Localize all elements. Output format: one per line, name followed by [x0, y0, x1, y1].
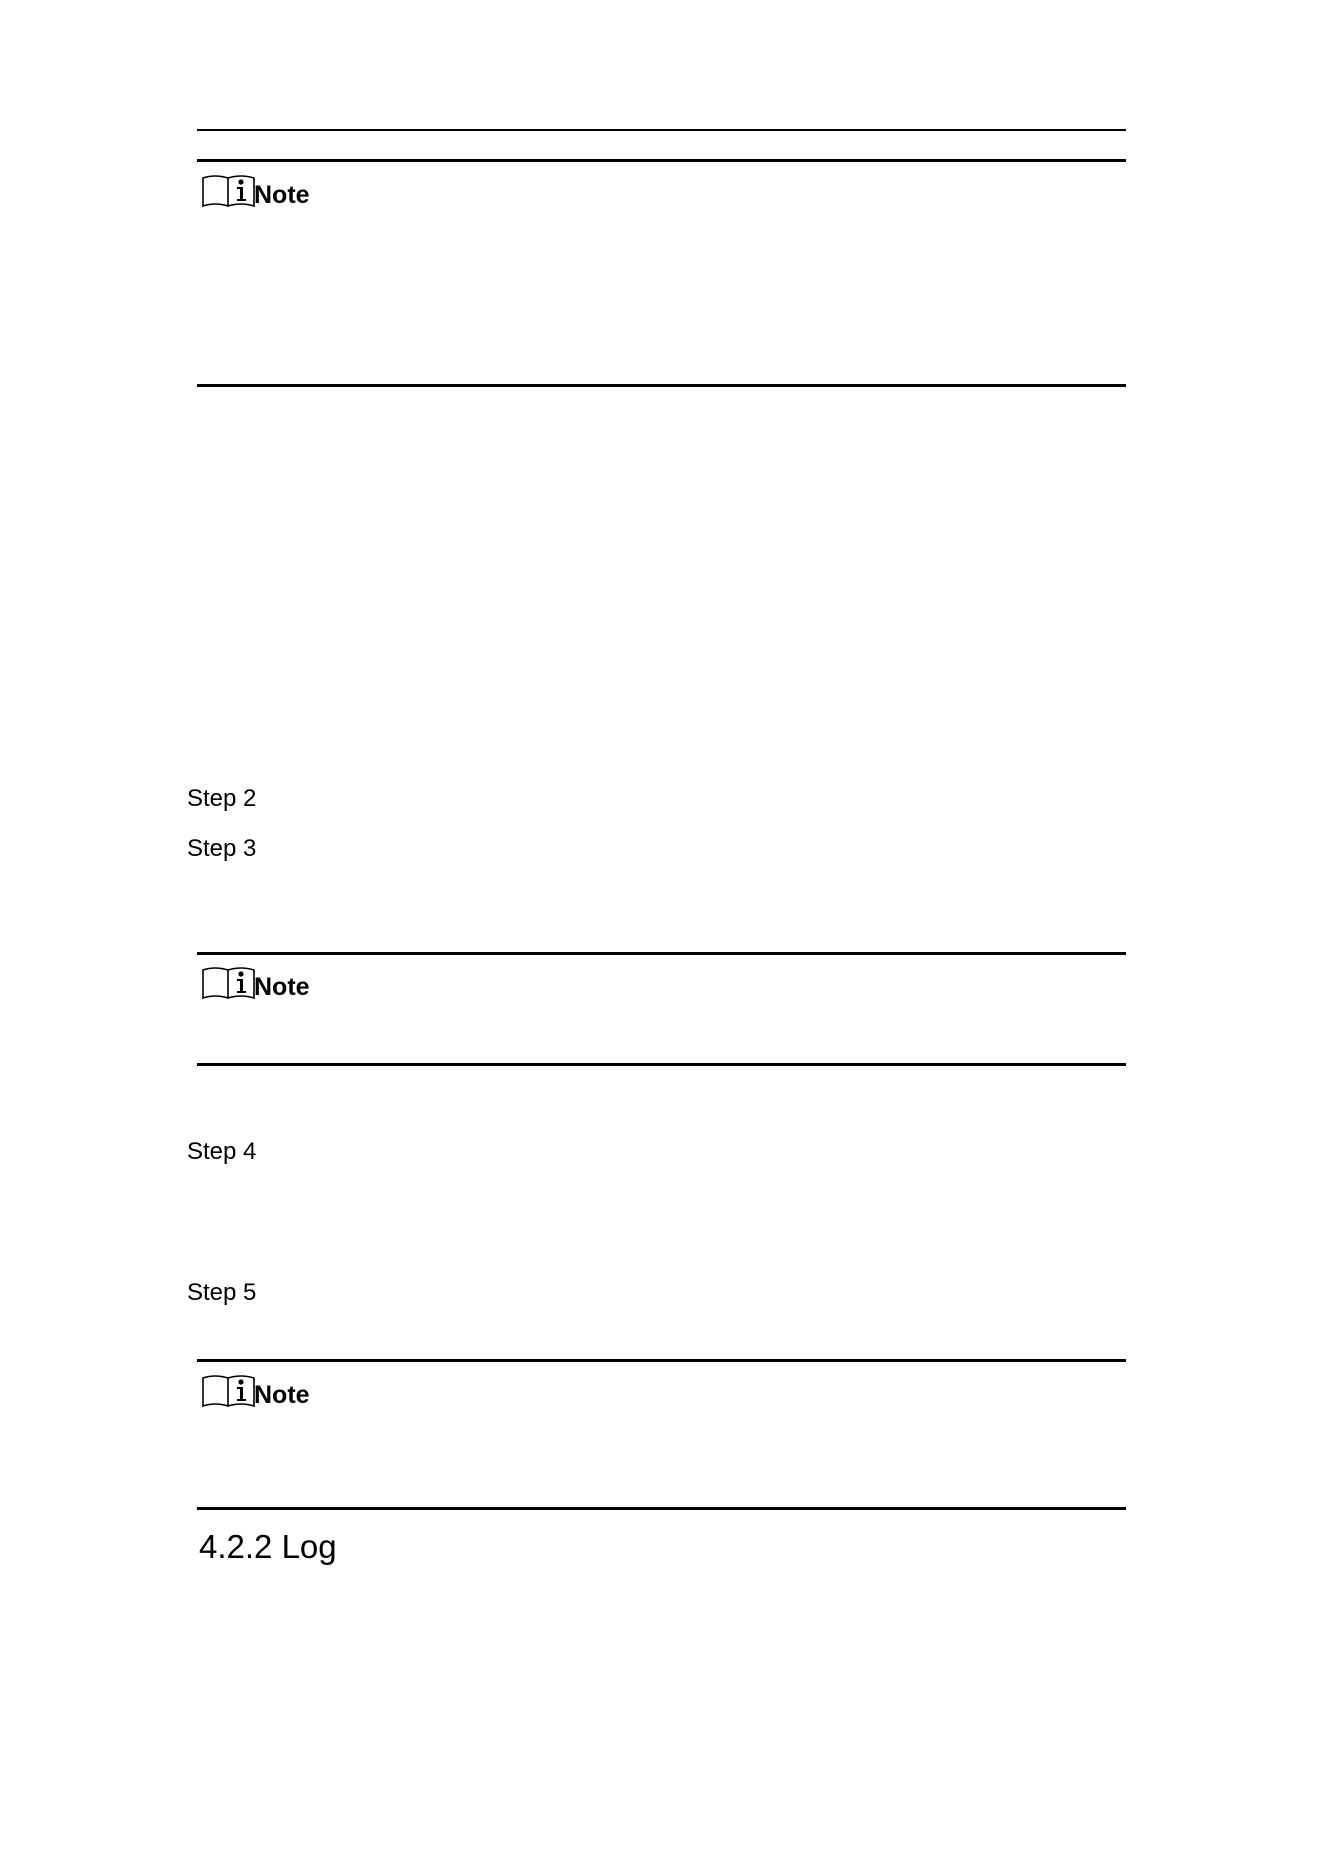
- section-heading: 4.2.2 Log: [199, 1528, 337, 1565]
- info-book-icon: [201, 1370, 256, 1410]
- note-bottom-rule: [197, 384, 1126, 387]
- note-label: Note: [254, 1381, 310, 1409]
- note-label: Note: [254, 973, 310, 1001]
- step-3-label: Step 3: [187, 835, 257, 862]
- note-bottom-rule: [197, 1507, 1126, 1510]
- step-5-label: Step 5: [187, 1279, 257, 1306]
- info-book-icon: [201, 170, 256, 210]
- step-4-label: Step 4: [187, 1138, 257, 1165]
- note-bottom-rule: [197, 1063, 1126, 1066]
- note-top-rule: [197, 159, 1126, 162]
- note-label: Note: [254, 181, 310, 209]
- info-book-icon: [201, 962, 256, 1002]
- step-2-label: Step 2: [187, 785, 257, 812]
- note-header: [201, 962, 310, 1002]
- note-top-rule: [197, 1359, 1126, 1362]
- note-header: [201, 1370, 310, 1410]
- table-bottom-rule: [197, 129, 1126, 131]
- note-top-rule: [197, 952, 1126, 955]
- note-header: [201, 170, 310, 210]
